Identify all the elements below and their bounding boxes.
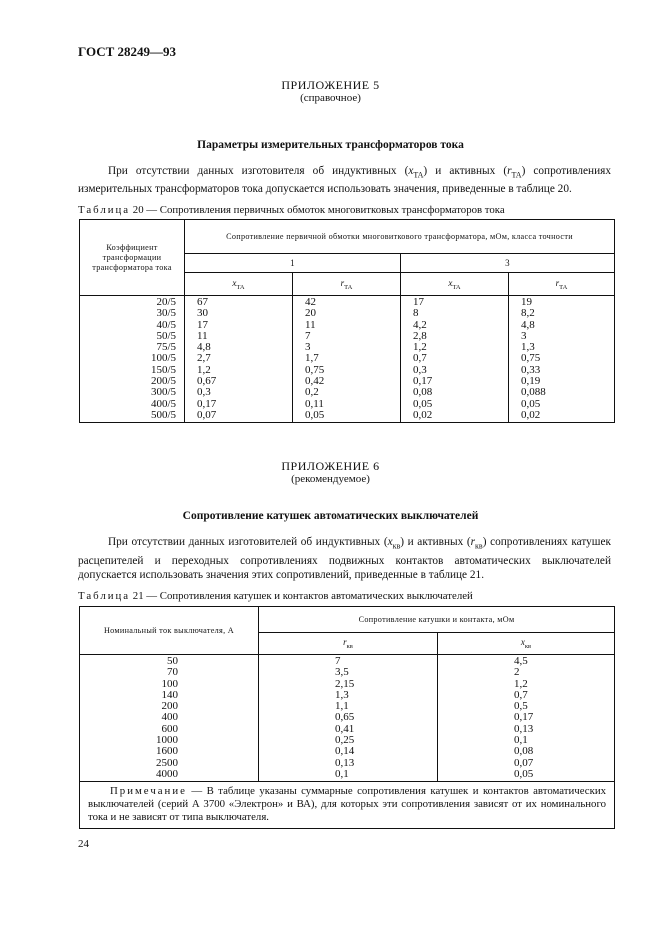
table-21-x-cell: 0,5 xyxy=(514,700,528,713)
table-20-group-header: Сопротивление первичной обмотки многовиткового трансформатора, мОм, класса точности xyxy=(185,220,615,254)
table-21-r-cell: 0,41 xyxy=(335,722,355,735)
table-21-note: Примечание — В таблице указаны суммарные сопротивления катушек и контактов автоматических выключателей (серий А 3700 «Электрон» и ВА), для которых эти сопротивления зависят от их номинального тока и не зависят от типа выключателя. xyxy=(80,782,615,829)
table-21-current-cell: 200 xyxy=(161,700,178,713)
table-20-x1-cell: 0,67 xyxy=(197,375,217,388)
table-20-x1-column xyxy=(185,296,293,423)
table-21-current-cell: 140 xyxy=(161,688,178,701)
table-20-r1-cell: 1,7 xyxy=(305,352,319,365)
table-21-current-cell: 100 xyxy=(161,677,178,690)
table-20-r3-cell: 0,33 xyxy=(521,363,541,376)
table-21-x-cell: 0,07 xyxy=(514,756,534,769)
appendix-6-note: (рекомендуемое) xyxy=(291,473,370,485)
table-20-x1-header: $x_{TA}$ xyxy=(185,273,293,296)
table-20-ratio-cell: 200/5 xyxy=(150,375,176,388)
table-20-x1-cell: 11 xyxy=(197,329,208,342)
table-21-r-column xyxy=(259,655,438,782)
table-20-x3-cell: 8 xyxy=(413,307,419,320)
table-21-r-header: $r_{кв}$ xyxy=(259,633,438,655)
table-20-x1-cell: 4,8 xyxy=(197,341,211,354)
table-20-ratio-cell: 75/5 xyxy=(156,341,176,354)
table-21-x-column xyxy=(438,655,615,782)
table-20-r1-cell: 11 xyxy=(305,318,316,331)
table-20-x1-cell: 0,3 xyxy=(197,386,211,399)
table-20-x3-cell: 2,8 xyxy=(413,329,427,342)
table-20-r3-cell: 4,8 xyxy=(521,318,535,331)
appendix-5-title: Параметры измерительных трансформаторов тока xyxy=(197,139,464,151)
table-20-x3-cell: 1,2 xyxy=(413,341,427,354)
appendix-6-label: ПРИЛОЖЕНИЕ 6 xyxy=(281,459,380,473)
table-21-group-header: Сопротивление катушки и контакта, мОм xyxy=(259,607,615,633)
table-20-r1-column xyxy=(293,296,401,423)
appendix-5-paragraph: При отсутствии данных изготовителя об индуктивных $(x_{TA})$ и активных $(r_{TA})$ сопротивлениях измерительных трансформаторов тока допускается использовать значения, приведенные в таблице 20. xyxy=(78,165,611,196)
table-20-x1-cell: 1,2 xyxy=(197,363,211,376)
table-21-x-header: $x_{кв}$ xyxy=(438,633,615,655)
table-21-x-cell: 0,08 xyxy=(514,745,534,758)
table-20-ratio-cell: 100/5 xyxy=(150,352,176,365)
table-20-r1-cell: 20 xyxy=(305,307,316,320)
appendix-6-paragraph: При отсутствии данных изготовителей об индуктивных $(x_{кв})$ и активных $(r_{кв})$ сопротивлениях катушек расцепителей и переходных сопротивлениях подвижных контактов автоматических выключателей допускается использовать значения этих сопротивлений, приведенные в таблице 21. xyxy=(78,536,611,582)
table-20-x1-cell: 30 xyxy=(197,307,208,320)
table-20-r3-cell: 0,02 xyxy=(521,408,541,421)
table-21-r-cell: 2,15 xyxy=(335,677,355,690)
table-20-x1-cell: 0,17 xyxy=(197,397,217,410)
table-20-caption: Таблица 20 — Сопротивления первичных обмоток многовитковых трансформаторов тока xyxy=(78,204,505,216)
table-21-r-cell: 0,65 xyxy=(335,711,355,724)
table-21-x-cell: 0,13 xyxy=(514,722,534,735)
table-20-x1-cell: 0,07 xyxy=(197,408,217,421)
table-20-ratio-cell: 500/5 xyxy=(150,408,176,421)
table-20-x3-column xyxy=(401,296,509,423)
table-21-x-cell: 0,1 xyxy=(514,734,528,747)
table-20-ratio-cell: 40/5 xyxy=(156,318,176,331)
table-20-x3-cell: 17 xyxy=(413,296,424,308)
table-21-r-cell: 1,1 xyxy=(335,700,349,713)
table-21 xyxy=(79,606,615,829)
table-20-x3-cell: 0,02 xyxy=(413,408,433,421)
table-21-current-cell: 400 xyxy=(161,711,178,724)
table-20-x1-cell: 67 xyxy=(197,296,208,308)
table-20-x3-cell: 0,08 xyxy=(413,386,433,399)
table-20-ratio-column xyxy=(80,296,185,423)
table-21-current-column xyxy=(80,655,259,782)
table-20-x1-cell: 2,7 xyxy=(197,352,211,365)
table-20-ratio-cell: 50/5 xyxy=(156,329,176,342)
table-20-r1-cell: 3 xyxy=(305,341,311,354)
table-20-r3-cell: 1,3 xyxy=(521,341,535,354)
table-21-r-cell: 7 xyxy=(335,655,341,667)
table-20-x3-cell: 0,05 xyxy=(413,397,433,410)
table-21-x-cell: 2 xyxy=(514,666,520,679)
table-21-caption: Таблица 21 — Сопротивления катушек и контактов автоматических выключателей xyxy=(78,590,473,602)
table-20-r3-cell: 0,088 xyxy=(521,386,546,399)
table-21-current-cell: 1000 xyxy=(156,734,178,747)
table-20-r3-cell: 0,05 xyxy=(521,397,541,410)
table-20-r1-cell: 7 xyxy=(305,329,311,342)
page-number: 24 xyxy=(78,838,89,850)
appendix-5-label: ПРИЛОЖЕНИЕ 5 xyxy=(281,78,380,92)
table-20-x3-header: $x_{TA}$ xyxy=(401,273,509,296)
table-20 xyxy=(79,219,615,423)
table-21-current-cell: 50 xyxy=(167,655,178,667)
table-20-ratio-cell: 150/5 xyxy=(150,363,176,376)
table-21-current-cell: 4000 xyxy=(156,767,178,780)
table-20-class-3: 3 xyxy=(401,254,615,273)
table-21-x-cell: 4,5 xyxy=(514,655,528,667)
table-21-col-current-header: Номинальный ток выключателя, А xyxy=(80,607,259,655)
table-20-r1-cell: 0,42 xyxy=(305,375,325,388)
table-20-r1-cell: 0,75 xyxy=(305,363,325,376)
table-20-r1-cell: 0,11 xyxy=(305,397,324,410)
table-20-x3-cell: 0,17 xyxy=(413,375,433,388)
table-20-ratio-cell: 30/5 xyxy=(156,307,176,320)
table-20-r3-cell: 8,2 xyxy=(521,307,535,320)
table-20-r3-cell: 19 xyxy=(521,296,532,308)
table-20-r1-cell: 0,2 xyxy=(305,386,319,399)
document-code: ГОСТ 28249—93 xyxy=(78,44,177,59)
table-20-ratio-cell: 20/5 xyxy=(156,296,176,308)
table-21-r-cell: 0,13 xyxy=(335,756,355,769)
table-20-col-ratio-header: Коэффициент трансформации трансформатора тока xyxy=(80,220,185,296)
table-21-x-cell: 0,7 xyxy=(514,688,528,701)
table-21-r-cell: 0,25 xyxy=(335,734,355,747)
table-20-x3-cell: 4,2 xyxy=(413,318,427,331)
appendix-6-title: Сопротивление катушек автоматических выключателей xyxy=(182,510,479,522)
table-20-ratio-cell: 400/5 xyxy=(150,397,176,410)
table-20-r3-header: $r_{TA}$ xyxy=(509,273,615,296)
table-21-current-cell: 600 xyxy=(161,722,178,735)
table-21-r-cell: 0,1 xyxy=(335,767,349,780)
table-20-r3-cell: 0,19 xyxy=(521,375,541,388)
table-21-x-cell: 0,05 xyxy=(514,767,534,780)
table-20-x3-cell: 0,3 xyxy=(413,363,427,376)
table-20-x3-cell: 0,7 xyxy=(413,352,427,365)
table-21-x-cell: 0,17 xyxy=(514,711,534,724)
table-20-r1-cell: 42 xyxy=(305,296,316,308)
table-20-r3-cell: 3 xyxy=(521,329,527,342)
table-21-r-cell: 1,3 xyxy=(335,688,349,701)
table-21-r-cell: 3,5 xyxy=(335,666,349,679)
table-20-r1-cell: 0,05 xyxy=(305,408,325,421)
table-21-r-cell: 0,14 xyxy=(335,745,355,758)
table-20-r3-cell: 0,75 xyxy=(521,352,541,365)
appendix-5-note: (справочное) xyxy=(300,92,361,104)
table-20-ratio-cell: 300/5 xyxy=(150,386,176,399)
table-21-x-cell: 1,2 xyxy=(514,677,528,690)
table-20-r3-column xyxy=(509,296,615,423)
table-20-x1-cell: 17 xyxy=(197,318,208,331)
table-21-current-cell: 70 xyxy=(167,666,178,679)
table-20-class-1: 1 xyxy=(185,254,401,273)
table-21-current-cell: 2500 xyxy=(156,756,178,769)
table-20-r1-header: $r_{TA}$ xyxy=(293,273,401,296)
table-21-current-cell: 1600 xyxy=(156,745,178,758)
